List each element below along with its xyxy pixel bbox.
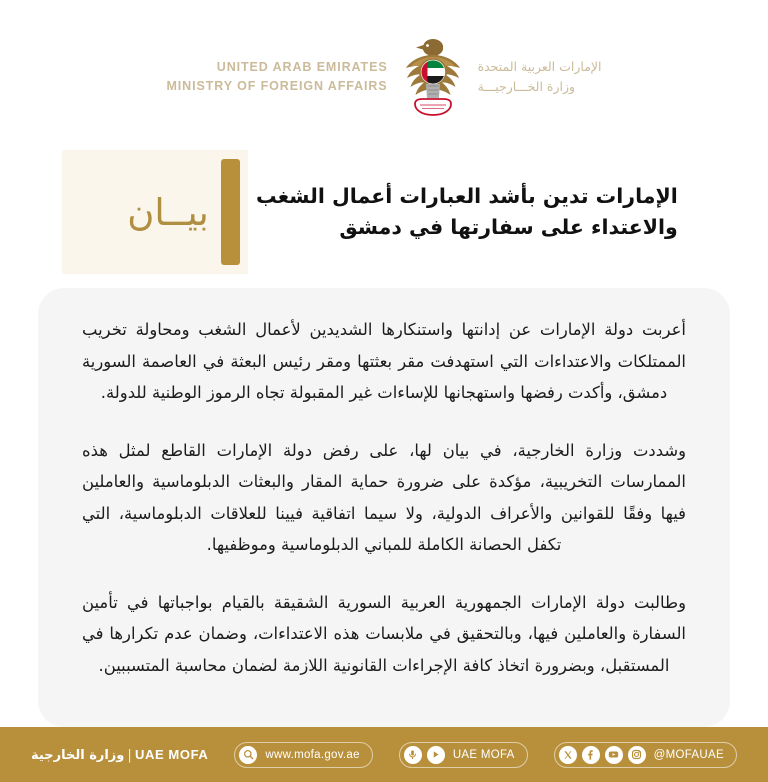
play-podcasts-icon: [427, 746, 445, 764]
title-row: [0, 150, 768, 274]
badge-accent-bar: [221, 159, 240, 265]
statement-badge: [62, 150, 248, 274]
uae-falcon-emblem: [402, 34, 464, 120]
ministry-name-english-line2: MINISTRY OF FOREIGN AFFAIRS: [166, 79, 388, 93]
ministry-name-arabic-line2: وزارة الخـــارجيـــة: [477, 79, 576, 94]
podcast-label: UAE MOFA: [452, 748, 515, 761]
instagram-icon: [628, 746, 646, 764]
ministry-logo-lockup: [166, 34, 601, 120]
statement-paragraph: وشددت وزارة الخارجية، في بيان لها، على رفض دولة الإمارات القاطع لمثل هذه الممارسات التخريبية، مؤكدة على ضرورة حماية المقار والبعثات الدبلوماسية والعاملين فيها وفقًا للقوانين والأعراف الدولية، ولا سيما اتفاقية فيينا للعلاقات الدبلوماسية، التي تكفل الحصانة الكاملة للمباني الدبلوماسية وموظفيها.: [82, 440, 686, 554]
footer-brand-arabic: وزارة الخارجية: [31, 747, 125, 763]
footer-brand-english: UAE MOFA: [134, 746, 209, 762]
footer-brand: [31, 747, 208, 763]
statement-badge-label: بيــان: [127, 190, 209, 234]
statement-body-card: [38, 288, 730, 727]
headline-line1: الإمارات تدين بأشد العبارات أعمال الشغب: [256, 183, 678, 208]
facebook-icon: [582, 746, 600, 764]
social-pill[interactable]: [554, 742, 737, 768]
footer-brand-separator: |: [127, 747, 132, 763]
search-globe-icon: [239, 746, 257, 764]
podcast-pill[interactable]: [399, 742, 528, 768]
page-title: [248, 150, 730, 274]
ministry-name-english: [166, 58, 387, 97]
page-header: [0, 0, 768, 148]
youtube-icon: [605, 746, 623, 764]
statement-paragraph: أعربت دولة الإمارات عن إدانتها واستنكارها الشديدين لأعمال الشغب ومحاولة تخريب الممتلكات والاعتداءات التي استهدفت مقر بعثتها ومقر رئيس البعثة في العاصمة السورية دمشق، وأكدت رفضها واستهجانها للإساءات غير المقبولة تجاه الرموز الوطنية للدولة.: [82, 320, 686, 402]
headline-line2: والاعتداء على سفارتها في دمشق: [339, 215, 678, 239]
website-url-label: www.mofa.gov.ae: [265, 748, 360, 761]
social-handle-label: @MOFAUAE: [653, 748, 724, 761]
statement-paragraph: وطالبت دولة الإمارات الجمهورية العربية السورية الشقيقة بالقيام بواجباتها في تأمين السفارة والعاملين فيها، وبالتحقيق في ملابسات هذه الاعتداءات، وضمان عدم تكرارها في المستقبل، وبضرورة اتخاذ كافة الإجراءات القانونية اللازمة لضمان محاسبة المتسببين.: [82, 592, 686, 675]
x-twitter-icon: [559, 746, 577, 764]
ministry-name-english-line1: UNITED ARAB EMIRATES: [216, 59, 388, 74]
apple-podcasts-icon: [404, 746, 422, 764]
ministry-name-arabic: [478, 57, 602, 98]
website-pill[interactable]: [234, 742, 372, 768]
ministry-name-arabic-line1: الإمارات العربية المتحدة: [477, 58, 602, 74]
page-footer: [0, 727, 768, 782]
headline: [256, 181, 678, 243]
